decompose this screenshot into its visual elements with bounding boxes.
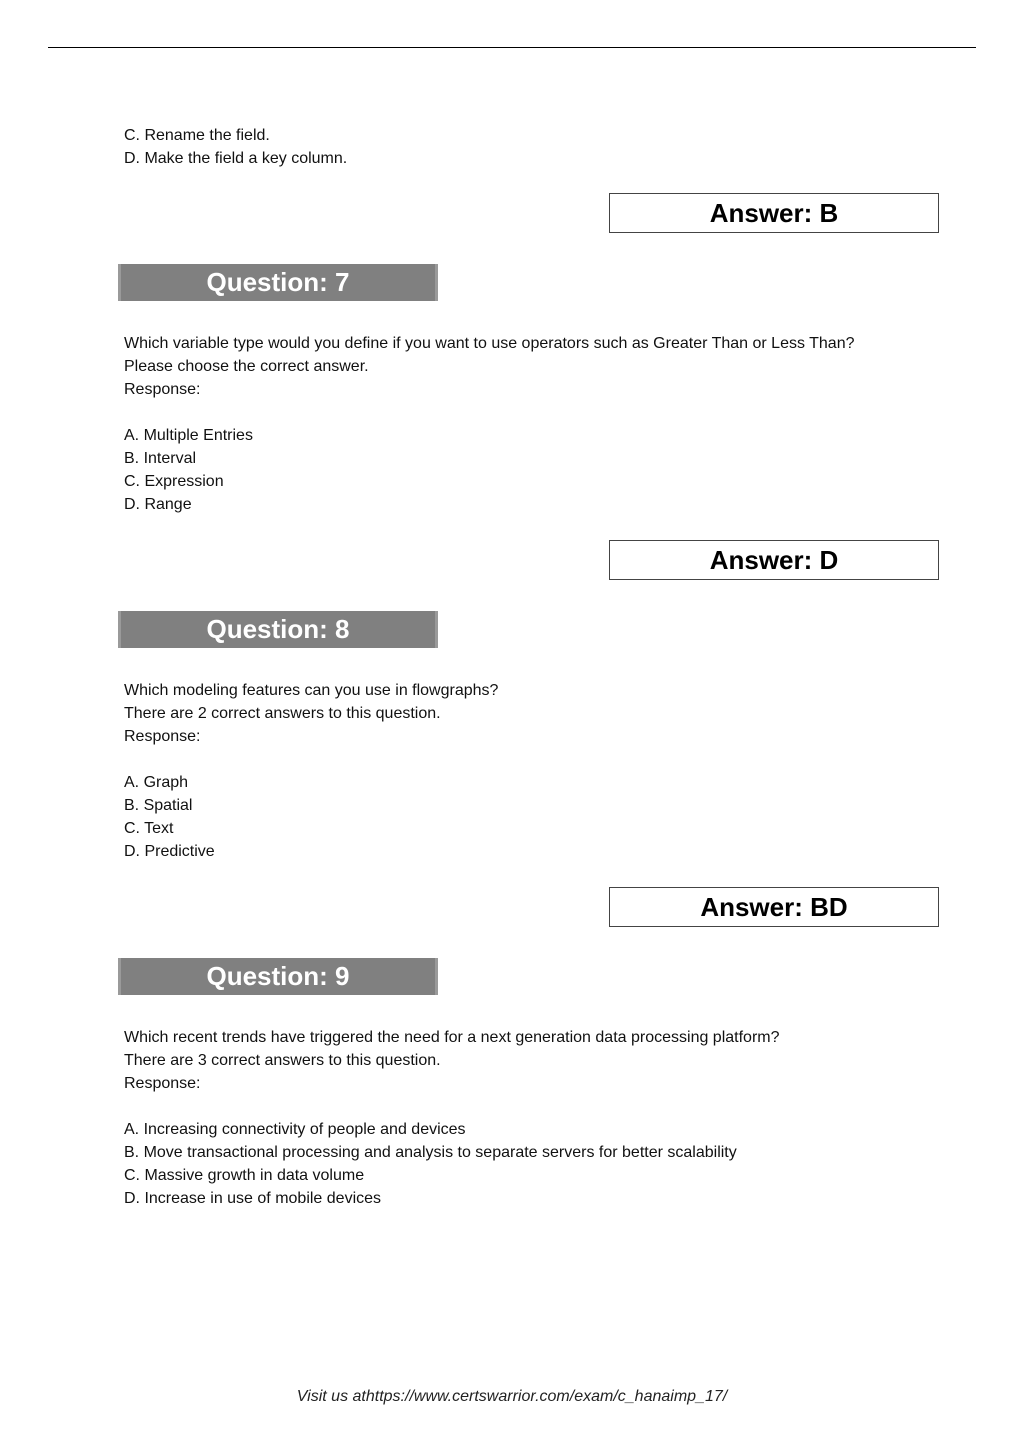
option-line: C. Text bbox=[124, 820, 174, 837]
question-body bbox=[124, 1026, 780, 1210]
question-body bbox=[124, 679, 498, 863]
option-line: C. Rename the field. bbox=[124, 127, 270, 144]
option-line: B. Interval bbox=[124, 450, 197, 467]
instruction-text: There are 3 correct answers to this question. bbox=[124, 1052, 441, 1069]
question-title: Question: 9 bbox=[118, 958, 438, 995]
question-title: Question: 7 bbox=[118, 264, 438, 301]
answer-box: Answer: D bbox=[609, 540, 939, 580]
option-line: A. Increasing connectivity of people and devices bbox=[124, 1121, 466, 1138]
header-rule bbox=[48, 47, 976, 48]
question-text: Which modeling features can you use in flowgraphs? bbox=[124, 682, 499, 699]
option-line: A. Graph bbox=[124, 774, 189, 791]
option-line: D. Predictive bbox=[124, 843, 215, 860]
instruction-text: There are 2 correct answers to this question. bbox=[124, 705, 441, 722]
question-text: Which recent trends have triggered the need for a next generation data processing platform? bbox=[124, 1029, 780, 1046]
option-line: C. Massive growth in data volume bbox=[124, 1167, 365, 1184]
option-line: D. Range bbox=[124, 496, 192, 513]
question-body bbox=[124, 332, 854, 516]
option-line: C. Expression bbox=[124, 473, 224, 490]
instruction-text: Please choose the correct answer. bbox=[124, 358, 369, 375]
option-line: B. Move transactional processing and analysis to separate servers for better scalability bbox=[124, 1144, 737, 1161]
response-label: Response: bbox=[124, 1075, 201, 1092]
option-line: B. Spatial bbox=[124, 797, 193, 814]
response-label: Response: bbox=[124, 381, 201, 398]
spacer bbox=[124, 401, 854, 424]
answer-box: Answer: B bbox=[609, 193, 939, 233]
prev-question-options bbox=[124, 124, 347, 170]
response-label: Response: bbox=[124, 728, 201, 745]
question-text: Which variable type would you define if you want to use operators such as Greater Than or Less Than? bbox=[124, 335, 855, 352]
footer-link[interactable]: Visit us athttps://www.certswarrior.com/exam/c_hanaimp_17/ bbox=[296, 1388, 728, 1405]
spacer bbox=[124, 748, 498, 771]
option-line: A. Multiple Entries bbox=[124, 427, 253, 444]
answer-box: Answer: BD bbox=[609, 887, 939, 927]
option-line: D. Make the field a key column. bbox=[124, 150, 348, 167]
option-line: D. Increase in use of mobile devices bbox=[124, 1190, 382, 1207]
question-title: Question: 8 bbox=[118, 611, 438, 648]
spacer bbox=[124, 1095, 780, 1118]
